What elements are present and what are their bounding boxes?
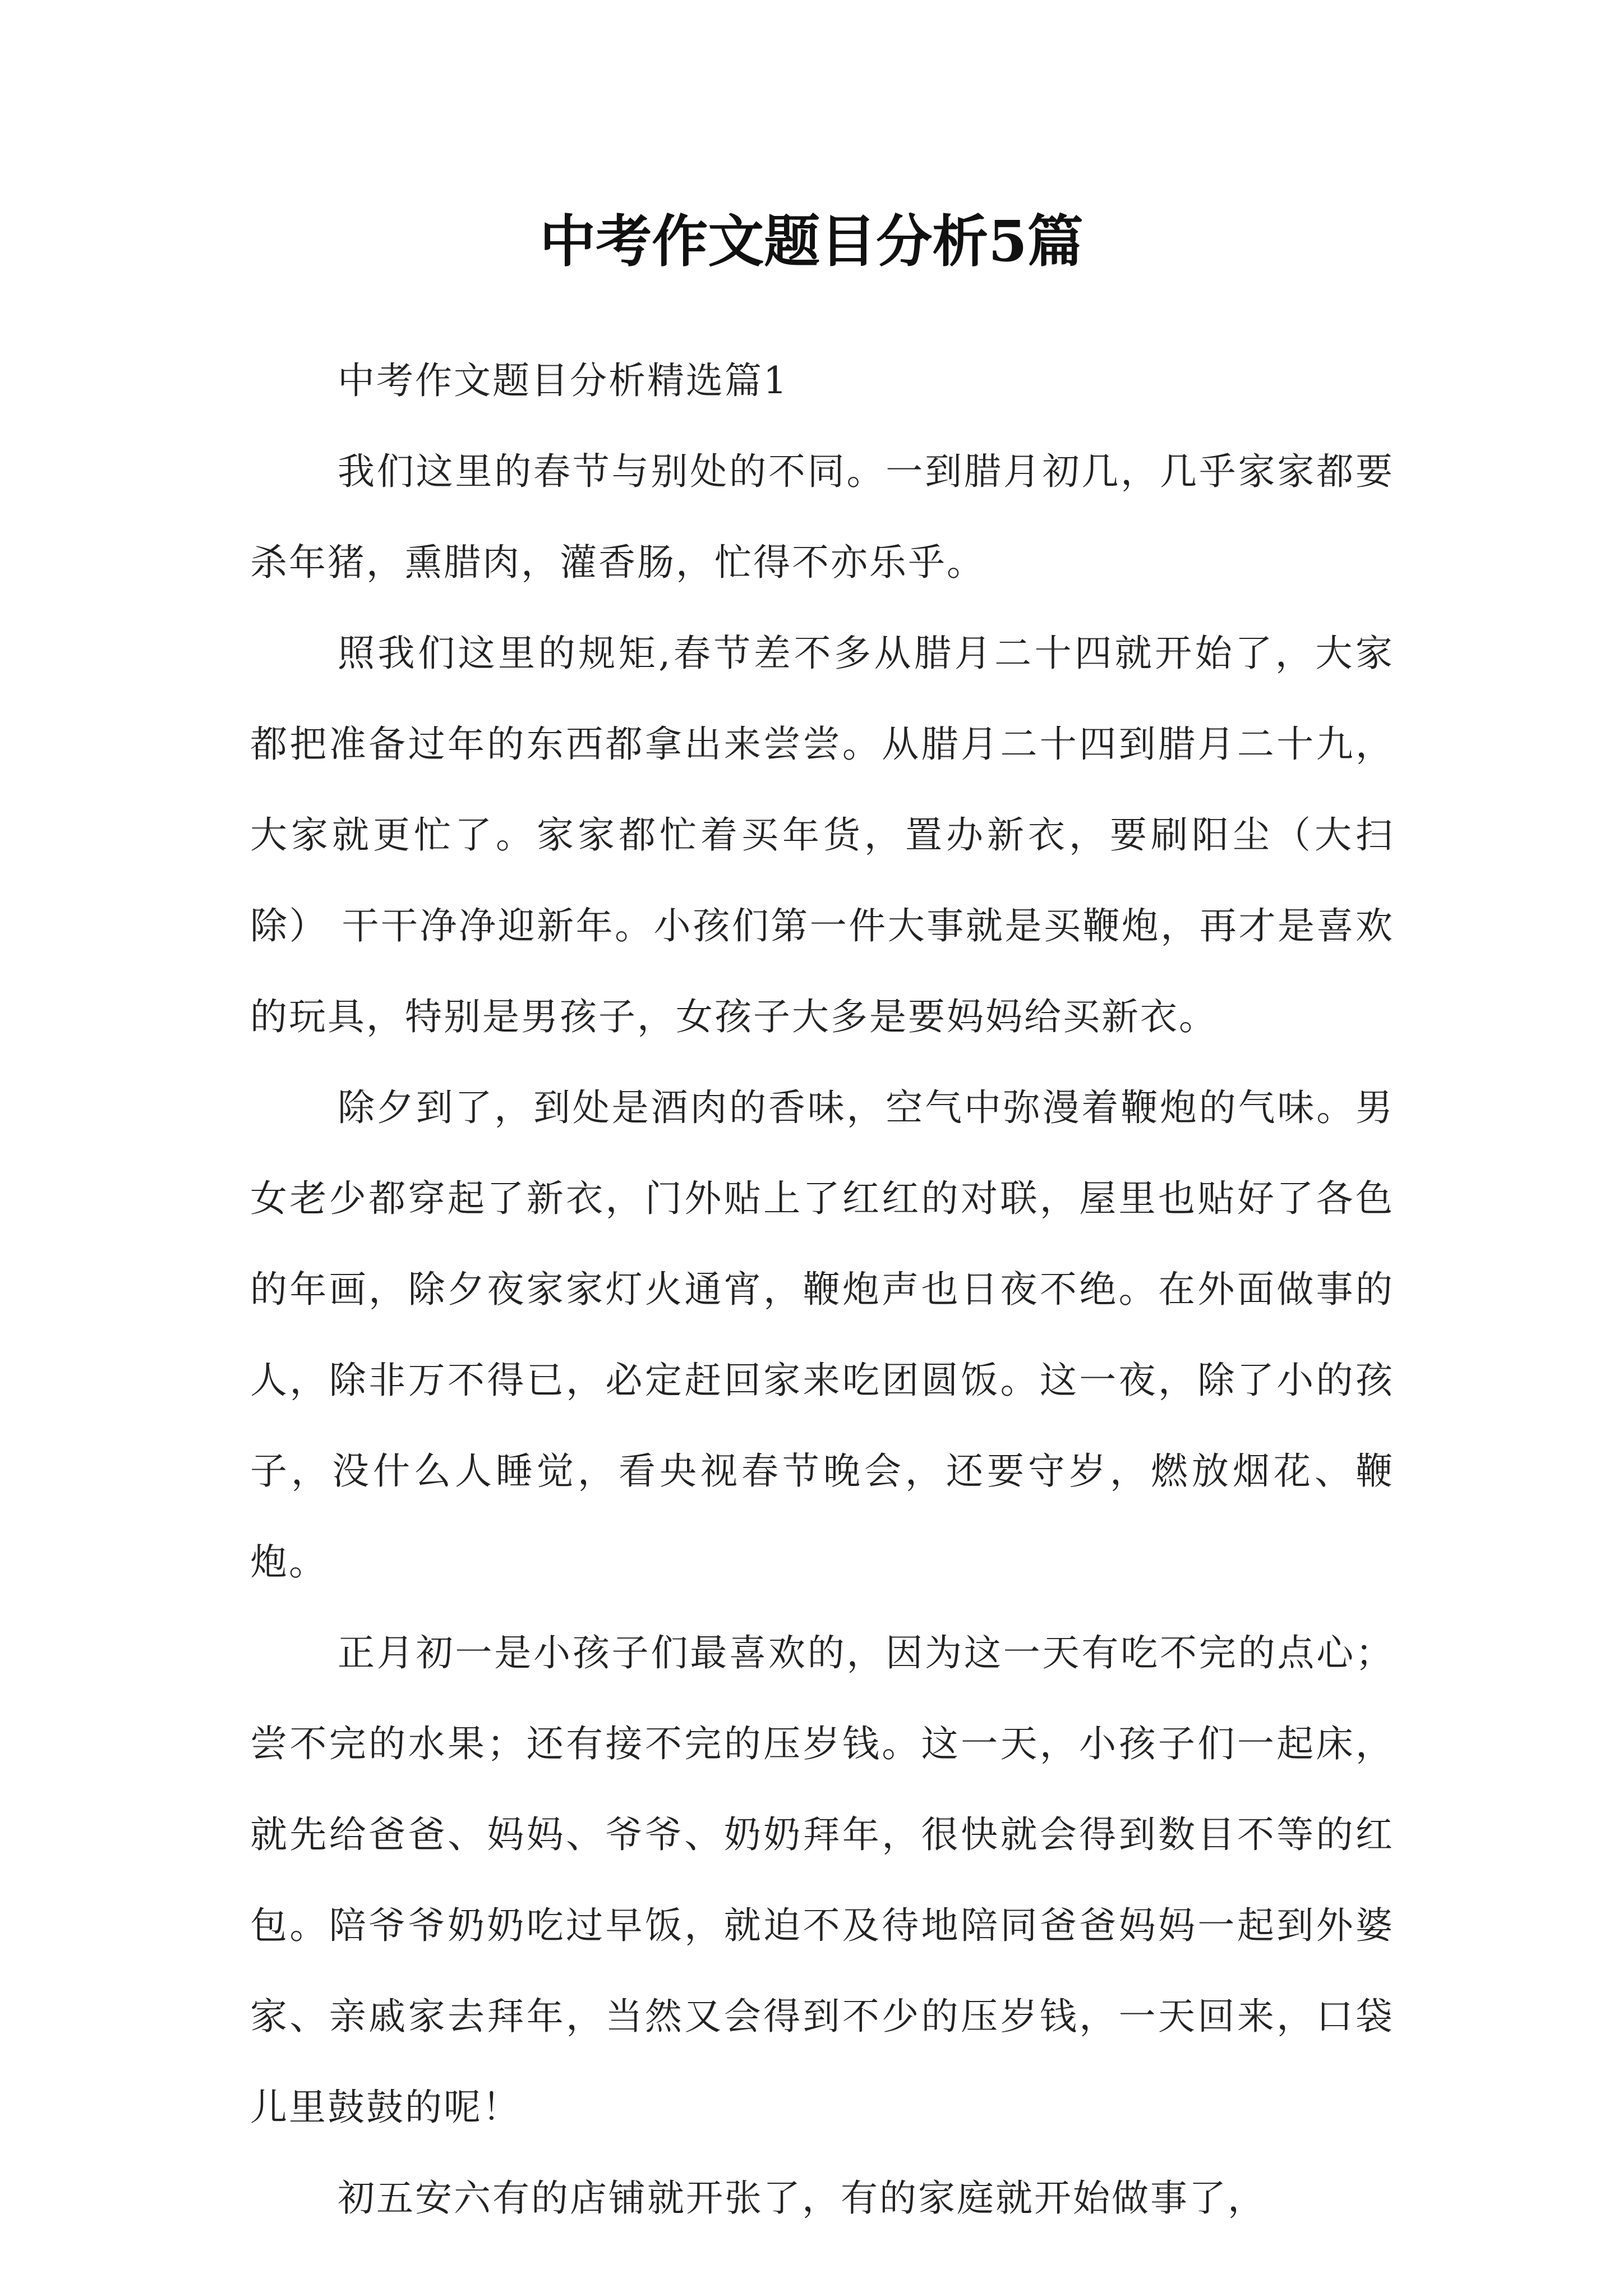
paragraph: 正月初一是小孩子们最喜欢的，因为这一天有吃不完的点心；尝不完的水果；还有接不完的压岁钱。这一天，小孩子们一起床，就先给爸爸、妈妈、爷爷、奶奶拜年，很快就会得到数目不等的红包。陪爷爷奶奶吃过早饭，就迫不及待地陪同爸爸妈妈一起到外婆家、亲戚家去拜年，当然又会得到不少的压岁钱，一天回来，口袋儿里鼓鼓的呢！ xyxy=(250,1631,1394,2129)
paragraph: 我们这里的春节与别处的不同。一到腊月初几，几乎家家都要杀年猪，熏腊肉，灌香肠，忙得不亦乐乎。 xyxy=(250,450,1394,584)
paragraph: 初五安六有的店铺就开张了，有的家庭就开始做事了， xyxy=(338,2177,1266,2220)
document-title: 中考作文题目分析5篇 xyxy=(540,208,1083,274)
section-heading: 中考作文题目分析精选篇1 xyxy=(338,359,789,402)
document-body xyxy=(250,335,1394,2244)
paragraph: 除夕到了，到处是酒肉的香味，空气中弥漫着鞭炮的气味。男女老少都穿起了新衣，门外贴上了红红的对联，屋里也贴好了各色的年画，除夕夜家家灯火通宵，鞭炮声也日夜不绝。在外面做事的人，除非万不得已，必定赶回家来吃团圆饭。这一夜，除了小的孩子，没什么人睡觉，看央视春节晚会，还要守岁，燃放烟花、鞭炮。 xyxy=(250,1086,1394,1584)
paragraph: 照我们这里的规矩,春节差不多从腊月二十四就开始了，大家都把准备过年的东西都拿出来尝尝。从腊月二十四到腊月二十九，大家就更忙了。家家都忙着买年货，置办新衣，要刷阳尘（大扫除） 干干净净迎新年。小孩们第一件大事就是买鞭炮，再才是喜欢的玩具，特别是男孩子，女孩子大多是要妈妈给买新衣。 xyxy=(250,632,1394,1038)
